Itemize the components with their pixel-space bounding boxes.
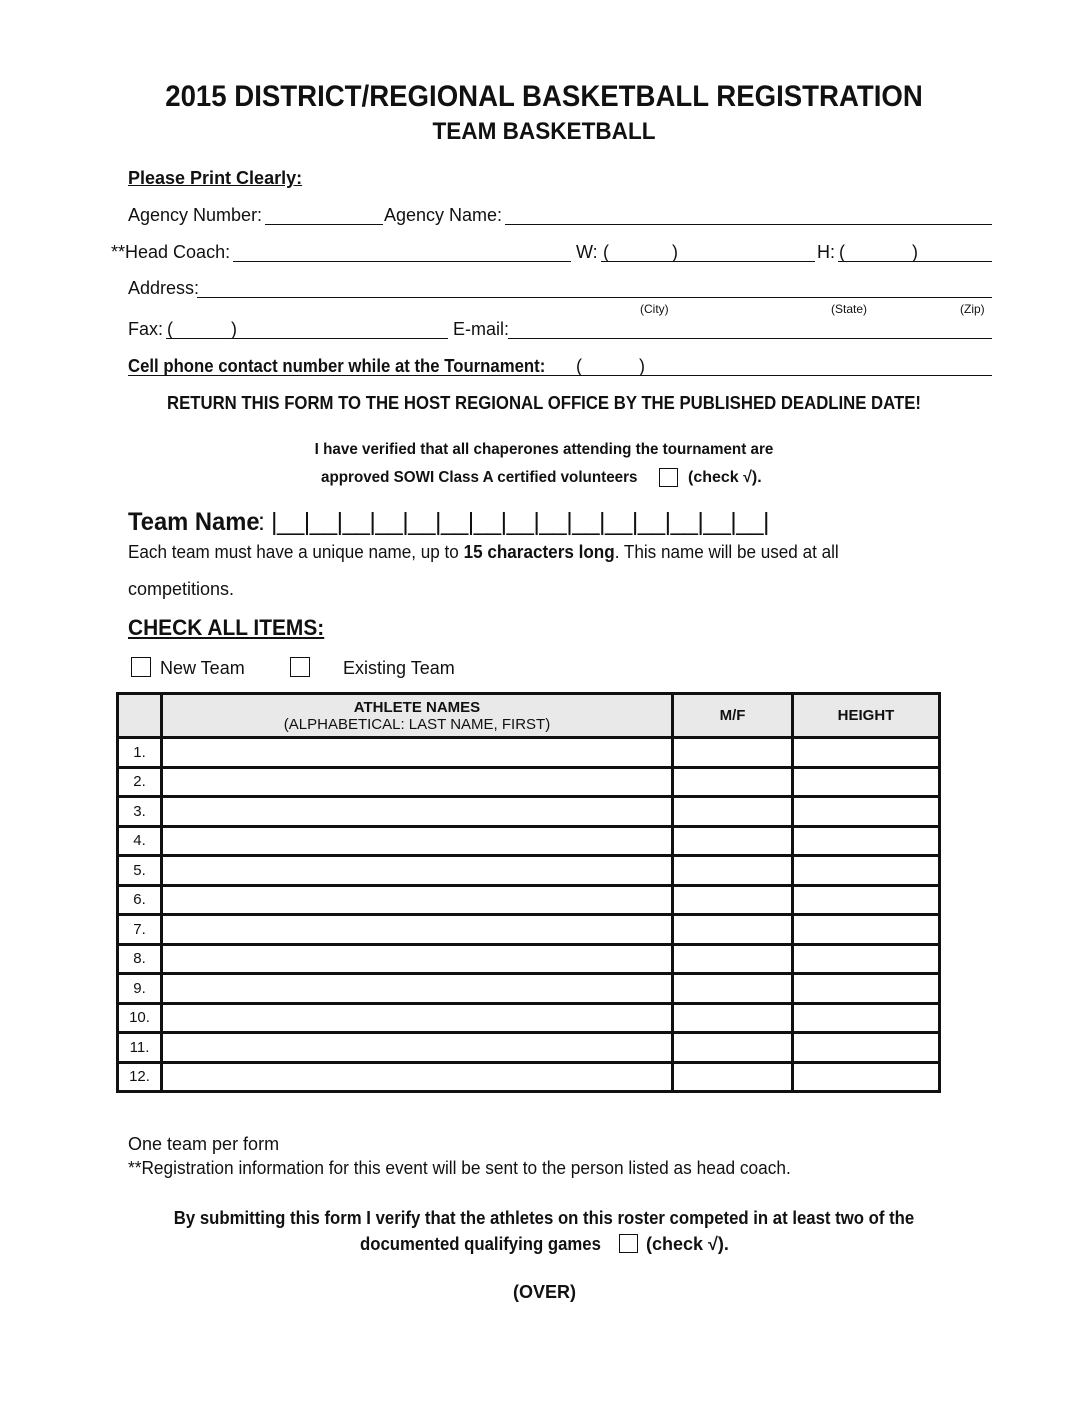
verify-line-1: By submitting this form I verify that the athletes on this roster competed in at least two of the bbox=[173, 1208, 915, 1228]
athlete-name-cell[interactable] bbox=[162, 767, 673, 797]
row-number-label: 6. bbox=[133, 891, 146, 909]
table-row bbox=[118, 974, 940, 1004]
city-label: (City) bbox=[640, 302, 669, 316]
table-row bbox=[118, 1062, 940, 1092]
mf-cell[interactable] bbox=[673, 1062, 793, 1092]
height-header: HEIGHT bbox=[793, 694, 940, 738]
table-row bbox=[118, 738, 940, 768]
athlete-names-subtitle: (ALPHABETICAL: LAST NAME, FIRST) bbox=[283, 715, 551, 733]
height-cell[interactable] bbox=[793, 738, 940, 768]
chaperone-line-2: approved SOWI Class A certified volunteers bbox=[321, 469, 638, 486]
row-number-label: 10. bbox=[129, 1009, 150, 1027]
verify-checkbox[interactable] bbox=[619, 1234, 638, 1253]
form-title: 2015 DISTRICT/REGIONAL BASKETBALL REGISTRATION bbox=[165, 80, 923, 113]
height-cell[interactable] bbox=[793, 797, 940, 827]
table-row bbox=[118, 944, 940, 974]
athlete-name-cell[interactable] bbox=[162, 885, 673, 915]
cell-phone-label: Cell phone contact number while at the Tournament: bbox=[128, 356, 546, 376]
work-phone-paren-close: ) bbox=[672, 242, 678, 262]
home-phone-paren-close: ) bbox=[912, 242, 918, 262]
new-team-checkbox[interactable] bbox=[131, 657, 151, 677]
team-name-description bbox=[128, 542, 839, 563]
athlete-name-cell[interactable] bbox=[162, 856, 673, 886]
new-team-label: New Team bbox=[160, 658, 245, 678]
table-row bbox=[118, 1003, 940, 1033]
fax-paren-open: ( bbox=[167, 319, 173, 339]
work-phone-label: W: bbox=[576, 242, 598, 262]
work-phone-paren-open: ( bbox=[603, 242, 609, 262]
row-number bbox=[118, 767, 162, 797]
over-label: (OVER) bbox=[513, 1282, 576, 1302]
row-number-label: 8. bbox=[133, 950, 146, 968]
team-desc-line-2: competitions. bbox=[128, 579, 235, 599]
athlete-name-cell[interactable] bbox=[162, 974, 673, 1004]
athlete-name-cell[interactable] bbox=[162, 944, 673, 974]
head-coach-label: **Head Coach: bbox=[111, 242, 231, 262]
row-number bbox=[118, 856, 162, 886]
athlete-name-cell[interactable] bbox=[162, 915, 673, 945]
athlete-name-cell[interactable] bbox=[162, 797, 673, 827]
one-team-note: One team per form bbox=[128, 1134, 280, 1154]
mf-cell[interactable] bbox=[673, 797, 793, 827]
height-cell[interactable] bbox=[793, 1003, 940, 1033]
row-number-label: 4. bbox=[133, 832, 146, 850]
table-row bbox=[118, 915, 940, 945]
roster-number-header bbox=[118, 694, 162, 738]
row-number bbox=[118, 944, 162, 974]
agency-number-field[interactable] bbox=[265, 224, 383, 225]
row-number bbox=[118, 738, 162, 768]
athlete-name-cell[interactable] bbox=[162, 826, 673, 856]
mf-cell[interactable] bbox=[673, 826, 793, 856]
verify-check-label: (check √). bbox=[646, 1234, 729, 1254]
head-coach-field[interactable] bbox=[233, 261, 571, 262]
row-number bbox=[118, 797, 162, 827]
cell-phone-field[interactable] bbox=[128, 375, 992, 376]
mf-cell[interactable] bbox=[673, 885, 793, 915]
row-number bbox=[118, 826, 162, 856]
mf-cell[interactable] bbox=[673, 738, 793, 768]
form-subtitle: TEAM BASKETBALL bbox=[432, 118, 656, 145]
mf-cell[interactable] bbox=[673, 1003, 793, 1033]
height-cell[interactable] bbox=[793, 1033, 940, 1063]
table-row bbox=[118, 767, 940, 797]
mf-cell[interactable] bbox=[673, 767, 793, 797]
height-cell[interactable] bbox=[793, 826, 940, 856]
table-row bbox=[118, 885, 940, 915]
fax-label: Fax: bbox=[128, 319, 164, 339]
height-cell[interactable] bbox=[793, 915, 940, 945]
height-cell[interactable] bbox=[793, 1062, 940, 1092]
row-number-label: 2. bbox=[133, 773, 146, 791]
table-row bbox=[118, 826, 940, 856]
mf-cell[interactable] bbox=[673, 944, 793, 974]
team-name-label: Team Name bbox=[128, 508, 260, 536]
athlete-name-cell[interactable] bbox=[162, 1003, 673, 1033]
zip-label: (Zip) bbox=[960, 302, 985, 316]
row-number bbox=[118, 885, 162, 915]
chaperone-checkbox[interactable] bbox=[659, 468, 678, 487]
team-desc-bold: 15 characters long bbox=[463, 542, 615, 562]
cell-phone-paren-open: ( bbox=[576, 356, 582, 376]
agency-name-label: Agency Name: bbox=[384, 205, 503, 225]
row-number-label: 3. bbox=[133, 802, 146, 820]
fax-field[interactable] bbox=[166, 338, 448, 339]
mf-header: M/F bbox=[673, 694, 793, 738]
state-label: (State) bbox=[831, 302, 868, 316]
height-cell[interactable] bbox=[793, 767, 940, 797]
table-row bbox=[118, 856, 940, 886]
row-number-label: 12. bbox=[129, 1068, 150, 1086]
cell-phone-paren-close: ) bbox=[639, 356, 645, 376]
table-row bbox=[118, 1033, 940, 1063]
agency-name-field[interactable] bbox=[505, 224, 992, 225]
height-cell[interactable] bbox=[793, 885, 940, 915]
row-number bbox=[118, 1062, 162, 1092]
athlete-name-cell[interactable] bbox=[162, 738, 673, 768]
chaperone-check-label: (check √). bbox=[688, 469, 762, 486]
height-cell[interactable] bbox=[793, 944, 940, 974]
row-number-label: 11. bbox=[129, 1038, 150, 1056]
row-number-label: 9. bbox=[133, 979, 146, 997]
address-field[interactable] bbox=[197, 297, 992, 298]
team-desc-part-1: Each team must have a unique name, up to bbox=[128, 542, 459, 562]
home-phone-label: H: bbox=[817, 242, 835, 262]
existing-team-label: Existing Team bbox=[343, 658, 455, 678]
row-number bbox=[118, 974, 162, 1004]
athlete-name-cell[interactable] bbox=[162, 1062, 673, 1092]
height-cell[interactable] bbox=[793, 974, 940, 1004]
athlete-names-title: ATHLETE NAMES bbox=[353, 698, 481, 716]
email-label: E-mail: bbox=[453, 319, 510, 339]
existing-team-checkbox[interactable] bbox=[290, 657, 310, 677]
mf-cell[interactable] bbox=[673, 1033, 793, 1063]
work-phone-field[interactable] bbox=[601, 261, 815, 262]
email-field[interactable] bbox=[508, 338, 992, 339]
roster-table bbox=[116, 692, 941, 1093]
athlete-names-header bbox=[162, 694, 673, 738]
registration-note: **Registration information for this event will be sent to the person listed as head coach. bbox=[128, 1158, 791, 1178]
mf-cell[interactable] bbox=[673, 856, 793, 886]
fax-paren-close: ) bbox=[231, 319, 237, 339]
team-name-colon: : bbox=[258, 508, 265, 536]
roster-header-row bbox=[118, 694, 940, 738]
height-cell[interactable] bbox=[793, 856, 940, 886]
verify-line-2: documented qualifying games bbox=[360, 1234, 601, 1254]
chaperone-line-1: I have verified that all chaperones attending the tournament are bbox=[314, 441, 774, 458]
row-number-label: 5. bbox=[133, 861, 146, 879]
team-desc-part-2: . This name will be used at all bbox=[614, 542, 839, 562]
agency-number-label: Agency Number: bbox=[128, 205, 263, 225]
address-label: Address: bbox=[128, 278, 200, 298]
check-all-items-heading: CHECK ALL ITEMS: bbox=[128, 615, 325, 640]
row-number bbox=[118, 1033, 162, 1063]
row-number-label: 7. bbox=[133, 920, 146, 938]
mf-cell[interactable] bbox=[673, 974, 793, 1004]
home-phone-paren-open: ( bbox=[839, 242, 845, 262]
row-number-label: 1. bbox=[133, 743, 146, 761]
print-clearly-label: Please Print Clearly: bbox=[128, 168, 303, 188]
row-number bbox=[118, 1003, 162, 1033]
table-row bbox=[118, 797, 940, 827]
athlete-name-cell[interactable] bbox=[162, 1033, 673, 1063]
mf-cell[interactable] bbox=[673, 915, 793, 945]
team-name-boxes[interactable]: |__|__|__|__|__|__|__|__|__|__|__|__|__|__|__| bbox=[271, 508, 770, 536]
return-notice: RETURN THIS FORM TO THE HOST REGIONAL OFFICE BY THE PUBLISHED DEADLINE DATE! bbox=[167, 393, 921, 413]
row-number bbox=[118, 915, 162, 945]
